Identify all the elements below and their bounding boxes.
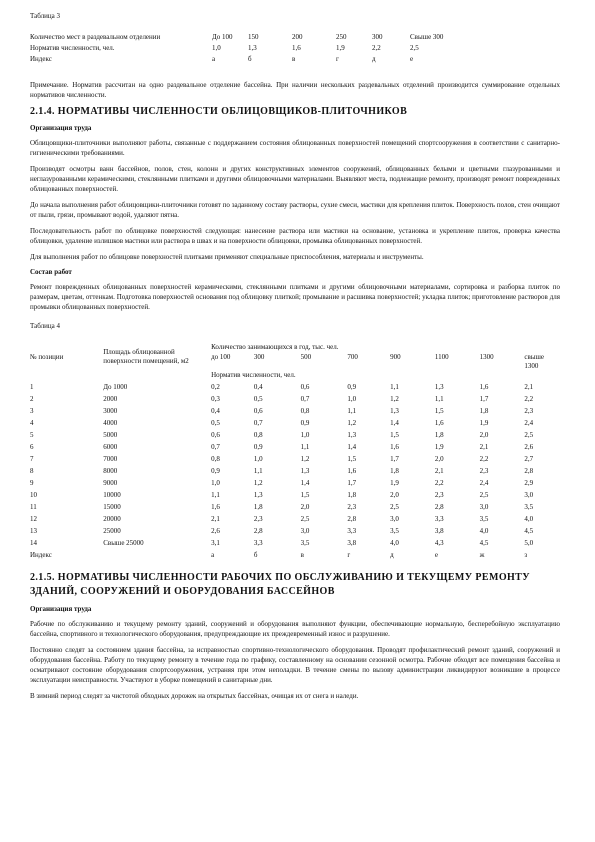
table-row [30,503,555,515]
cell: 2,4 [524,419,534,427]
table-row [30,527,555,539]
cell: 1,6 [211,503,220,511]
cell: 2,4 [479,479,489,487]
cell: г [336,55,339,63]
paragraph: Облицовщики-плиточники выполняют работы, связанные с поддержанием состояния облицованных поверхностей помещений спортсооружения в соответствии с санитарно-гигиеническими требованиями. [30,139,560,157]
cell: 1,6 [390,443,399,451]
paragraph: Ремонт поврежденных облицованных поверхностей керамическими, стеклянными плитками и другими облицовочными материалами, сортировка и разборка плиток по размерам, цветам, оттенкам. Подготовка поверхностей основания под облицовку плиткой; промывание и расшивка поверхностей; укладка плиток; приготовление растворов для промывки облицованных поверхностей. [30,283,560,311]
cell: 0,6 [253,407,263,415]
table-row [30,491,555,503]
column-header: до 100 [211,353,231,361]
cell: 2,0 [300,503,310,511]
cell: 1,8 [479,407,489,415]
cell: 0,5 [211,419,220,427]
cell: 3,1 [211,539,220,547]
cell: 1,1 [253,467,263,475]
cell: 4,0 [390,539,399,547]
cell: а [211,551,215,559]
cell: 0,8 [211,455,220,463]
cell: 0,9 [300,419,310,427]
cell: 4,5 [479,539,489,547]
cell: 1,2 [300,455,310,463]
cell: 14 [30,539,37,547]
cell: 2,8 [347,515,357,523]
cell: 1,8 [434,431,444,439]
cell: 0,9 [347,383,357,391]
cell: 2,3 [347,503,357,511]
column-header: Площадь облицованной поверхности помещений, м2 [103,348,189,365]
cell: 3,8 [434,527,444,535]
cell: 2,1 [524,383,534,391]
cell: 3,3 [253,539,263,547]
cell: 0,8 [253,431,263,439]
table-row [30,395,555,407]
cell: 13 [30,527,37,535]
cell: 2000 [103,395,118,403]
cell: 6000 [103,443,118,451]
cell: в [292,55,296,63]
cell: 10000 [103,491,121,499]
cell: 2 [30,395,34,403]
cell: 1,1 [390,383,399,391]
cell: 2,8 [253,527,263,535]
cell: 1,8 [390,467,399,475]
cell: 1,1 [211,491,220,499]
cell: 1,0 [347,395,357,403]
cell: 1,6 [434,419,444,427]
cell: 8000 [103,467,118,475]
subsection-heading: Организация труда [30,605,92,613]
cell: 11 [30,503,37,511]
column-header: свыше 1300 [524,353,545,370]
table3 [30,33,443,66]
table4-body [30,383,555,551]
paragraph: Рабочие по обслуживанию и текущему ремонту зданий, сооружений и оборудования выполняют функции, обеспечивающие нормальную, бесперебойную эксплуатацию бассейна, спортивного и технологического оборудования, предупреждающие их преждевременный износ и разрушение. [30,620,560,638]
table-row [30,407,555,419]
cell: Свыше 25000 [103,539,144,547]
cell: 150 [248,33,259,41]
cell: 1 [30,383,34,391]
cell: 2,3 [524,407,534,415]
cell: 5 [30,431,34,439]
cell: 3,0 [300,527,310,535]
cell: 0,4 [211,407,220,415]
cell: 0,7 [300,395,310,403]
cell: 1,3 [390,407,399,415]
cell: 1,9 [434,443,444,451]
cell: 200 [292,33,303,41]
cell: д [390,551,394,559]
cell: 2,5 [524,431,534,439]
column-header: 300 [253,353,265,361]
table-row [30,431,555,443]
cell: 2,8 [434,503,444,511]
cell: 1,3 [300,467,310,475]
cell: 1,5 [300,491,310,499]
cell: 2,2 [524,395,534,403]
cell: 2,3 [434,491,444,499]
cell: 2,1 [434,467,444,475]
table4-caption: Таблица 4 [30,322,60,330]
section-title: 2.1.5. НОРМАТИВЫ ЧИСЛЕННОСТИ РАБОЧИХ ПО ОБСЛУЖИВАНИЮ И ТЕКУЩЕМУ РЕМОНТУ ЗДАНИЙ, СООРУЖЕНИЙ И ОБОРУДОВАНИЯ БАССЕЙНОВ [30,572,530,597]
cell: ж [479,551,485,559]
cell: 25000 [103,527,121,535]
cell: 0,6 [300,383,310,391]
paragraph: В зимний период следят за чистотой обходных дорожек на открытых бассейнах, очищая их от снега и наледи. [30,692,359,700]
cell: 2,2 [372,44,381,52]
cell: 1,8 [253,503,263,511]
cell: 1,0 [211,479,220,487]
cell: 1,6 [292,44,301,52]
cell: 7000 [103,455,118,463]
cell: 2,2 [434,479,444,487]
paragraph: Производят осмотры ванн бассейнов, полов, стен, колонн и других конструктивных элементов сооружений, облицованных белыми и цветными глазурованными и неглазурованными керамическими, стеклянными плитками и другими облицовочными материалами. Выявляют места, подлежащие ремонту, производят ремонт поврежденных облицованных поверхностей. [30,165,560,193]
table-row [30,455,555,467]
cell: 1,0 [253,455,263,463]
cell: 1,3 [434,383,444,391]
cell: 1,1 [347,407,357,415]
cell: 3,3 [347,527,357,535]
cell: з [524,551,528,559]
cell: 2,1 [479,443,489,451]
cell: 1,3 [248,44,257,52]
cell: 0,9 [253,443,263,451]
cell: 1,5 [390,431,399,439]
cell: 4 [30,419,34,427]
cell: 1,0 [212,44,221,52]
cell: 2,6 [524,443,534,451]
cell: а [212,55,216,63]
cell: 1,9 [390,479,399,487]
column-header: 1300 [479,353,494,361]
cell: е [410,55,414,63]
cell: 1,2 [253,479,263,487]
column-header: 900 [390,353,401,361]
table-row [30,383,555,395]
cell: До 1000 [103,383,128,391]
paragraph: Для выполнения работ по облицовке поверхностей плитками применяют специальные приспособления, материалы и инструменты. [30,253,424,261]
cell: 1,3 [347,431,357,439]
cell: 3,0 [390,515,399,523]
cell: 1,9 [479,419,489,427]
cell: 1,7 [347,479,357,487]
cell: 2,7 [524,455,534,463]
cell: 3,5 [479,515,489,523]
cell: 3,5 [390,527,399,535]
cell: 1,1 [300,443,310,451]
table-row [30,419,555,431]
cell: 1,4 [390,419,399,427]
table-row [30,515,555,527]
row-label: Норматив численности, чел. [30,44,115,52]
column-header: 1100 [434,353,449,361]
cell: 1,7 [390,455,399,463]
cell: 1,5 [434,407,444,415]
cell: 2,0 [479,431,489,439]
column-header: 700 [347,353,358,361]
cell: 5000 [103,431,118,439]
cell: 2,2 [479,455,489,463]
cell: 1,2 [347,419,357,427]
cell: 1,8 [347,491,357,499]
cell: 3,5 [524,503,534,511]
cell: 7 [30,455,34,463]
cell: 4,3 [434,539,444,547]
cell: 1,6 [347,467,357,475]
cell: б [253,551,258,559]
cell: 2,5 [300,515,310,523]
cell: 1,0 [300,431,310,439]
table-row [30,33,443,44]
cell: 2,5 [410,44,419,52]
cell: 1,9 [336,44,345,52]
cell: До 100 [212,33,233,41]
column-header: № позиции [30,352,64,361]
cell: 1,7 [479,395,489,403]
cell: 1,6 [479,383,489,391]
cell: 1,3 [253,491,263,499]
cell: 0,3 [211,395,220,403]
row-label: Индекс [30,55,52,63]
cell: 3 [30,407,34,415]
table-row [30,479,555,491]
cell: 9 [30,479,34,487]
cell: 3000 [103,407,118,415]
table-row [30,539,555,551]
cell: 1,1 [434,395,444,403]
cell: 0,7 [211,443,220,451]
column-group-header: Норматив численности, чел. [211,371,296,379]
table-header-row [30,343,555,353]
paragraph: Постоянно следят за состоянием здания бассейна, за исправностью спортивно-технологического оборудования. Проводят профилактический ремонт зданий, сооружений и оборудования бассейна. Работу по текущему ремонту в течение года по графику, составленному на основании сезонной осмотра. Рабочие обходят все помещения бассейна и осматривают состояние оборудования спортсооружения, устраняя при этом неполадки. В течение смены по вызову администрации ликвидируют возникшие в процессе эксплуатации неисправности. Участвуют в уборке помещений в санитарные дни. [30,646,560,684]
cell: 0,5 [253,395,263,403]
cell: г [347,551,351,559]
cell: 2,8 [524,467,534,475]
row-label: Количество мест в раздевальном отделении [30,33,161,41]
cell: 3,8 [347,539,357,547]
cell: 4000 [103,419,118,427]
cell: 300 [372,33,383,41]
cell: 0,2 [211,383,220,391]
cell: 6 [30,443,34,451]
table-header-row [30,371,555,383]
subsection-heading: Организация труда [30,124,92,132]
cell: 0,6 [211,431,220,439]
cell: 0,8 [300,407,310,415]
cell: 3,3 [434,515,444,523]
cell: 250 [336,33,347,41]
cell: 9000 [103,479,118,487]
cell: 15000 [103,503,121,511]
paragraph: Последовательность работ по облицовке поверхностей следующая: нанесение раствора или мастики на основание, установка и укрепление плиток, проверка качества облицовки, удаление излишков мастики или раствора в швах и на поверхности облицовки, промывка облицованных поверхностей. [30,227,560,245]
column-header: 500 [300,353,312,361]
section-title: 2.1.4. НОРМАТИВЫ ЧИСЛЕННОСТИ ОБЛИЦОВЩИКОВ-ПЛИТОЧНИКОВ [30,106,408,117]
cell: 2,6 [211,527,220,535]
cell: 2,9 [524,479,534,487]
cell: 3,5 [300,539,310,547]
table-row [30,443,555,455]
cell: 4,0 [479,527,489,535]
cell: 20000 [103,515,121,523]
cell: 8 [30,467,34,475]
table-row [30,551,555,563]
cell: 2,5 [479,491,489,499]
cell: 2,3 [479,467,489,475]
row-label: Индекс [30,551,52,559]
cell: 10 [30,491,37,499]
paragraph: До начала выполнения работ облицовщики-плиточники готовят по заданному составу растворы, сухие смеси, мастики для крепления плиток. Поверхность полов, стен очищают от пыли, грязи, промывают водой, удаляют пятна. [30,201,560,219]
table3-caption: Таблица 3 [30,12,60,20]
cell: 2,5 [390,503,399,511]
table-row [30,467,555,479]
cell: 12 [30,515,37,523]
cell: 2,1 [211,515,220,523]
column-group-header: Количество занимающихся в год, тыс. чел. [211,343,339,351]
cell: 4,0 [524,515,534,523]
cell: 1,2 [390,395,399,403]
cell: 2,0 [390,491,399,499]
table3-note: Примечание. Норматив рассчитан на одно раздевальное отделение бассейна. При наличии нескольких раздевальных отделений производится суммирование отдельных нормативов численности. [30,81,560,99]
table-row [30,55,443,66]
cell: 3,0 [524,491,534,499]
cell: е [434,551,438,559]
cell: б [248,55,252,63]
cell: 1,5 [347,455,357,463]
cell: в [300,551,304,559]
cell: 1,4 [300,479,310,487]
cell: 2,0 [434,455,444,463]
cell: д [372,55,376,63]
cell: 2,3 [253,515,263,523]
cell: 0,4 [253,383,263,391]
subsection-heading: Состав работ [30,268,72,276]
document-page [30,12,560,707]
cell: 1,4 [347,443,357,451]
cell: 3,0 [479,503,489,511]
table4 [30,343,555,563]
cell: Свыше 300 [410,33,444,41]
cell: 4,5 [524,527,534,535]
table-row [30,44,443,55]
cell: 5,0 [524,539,534,547]
cell: 0,9 [211,467,220,475]
cell: 0,7 [253,419,263,427]
